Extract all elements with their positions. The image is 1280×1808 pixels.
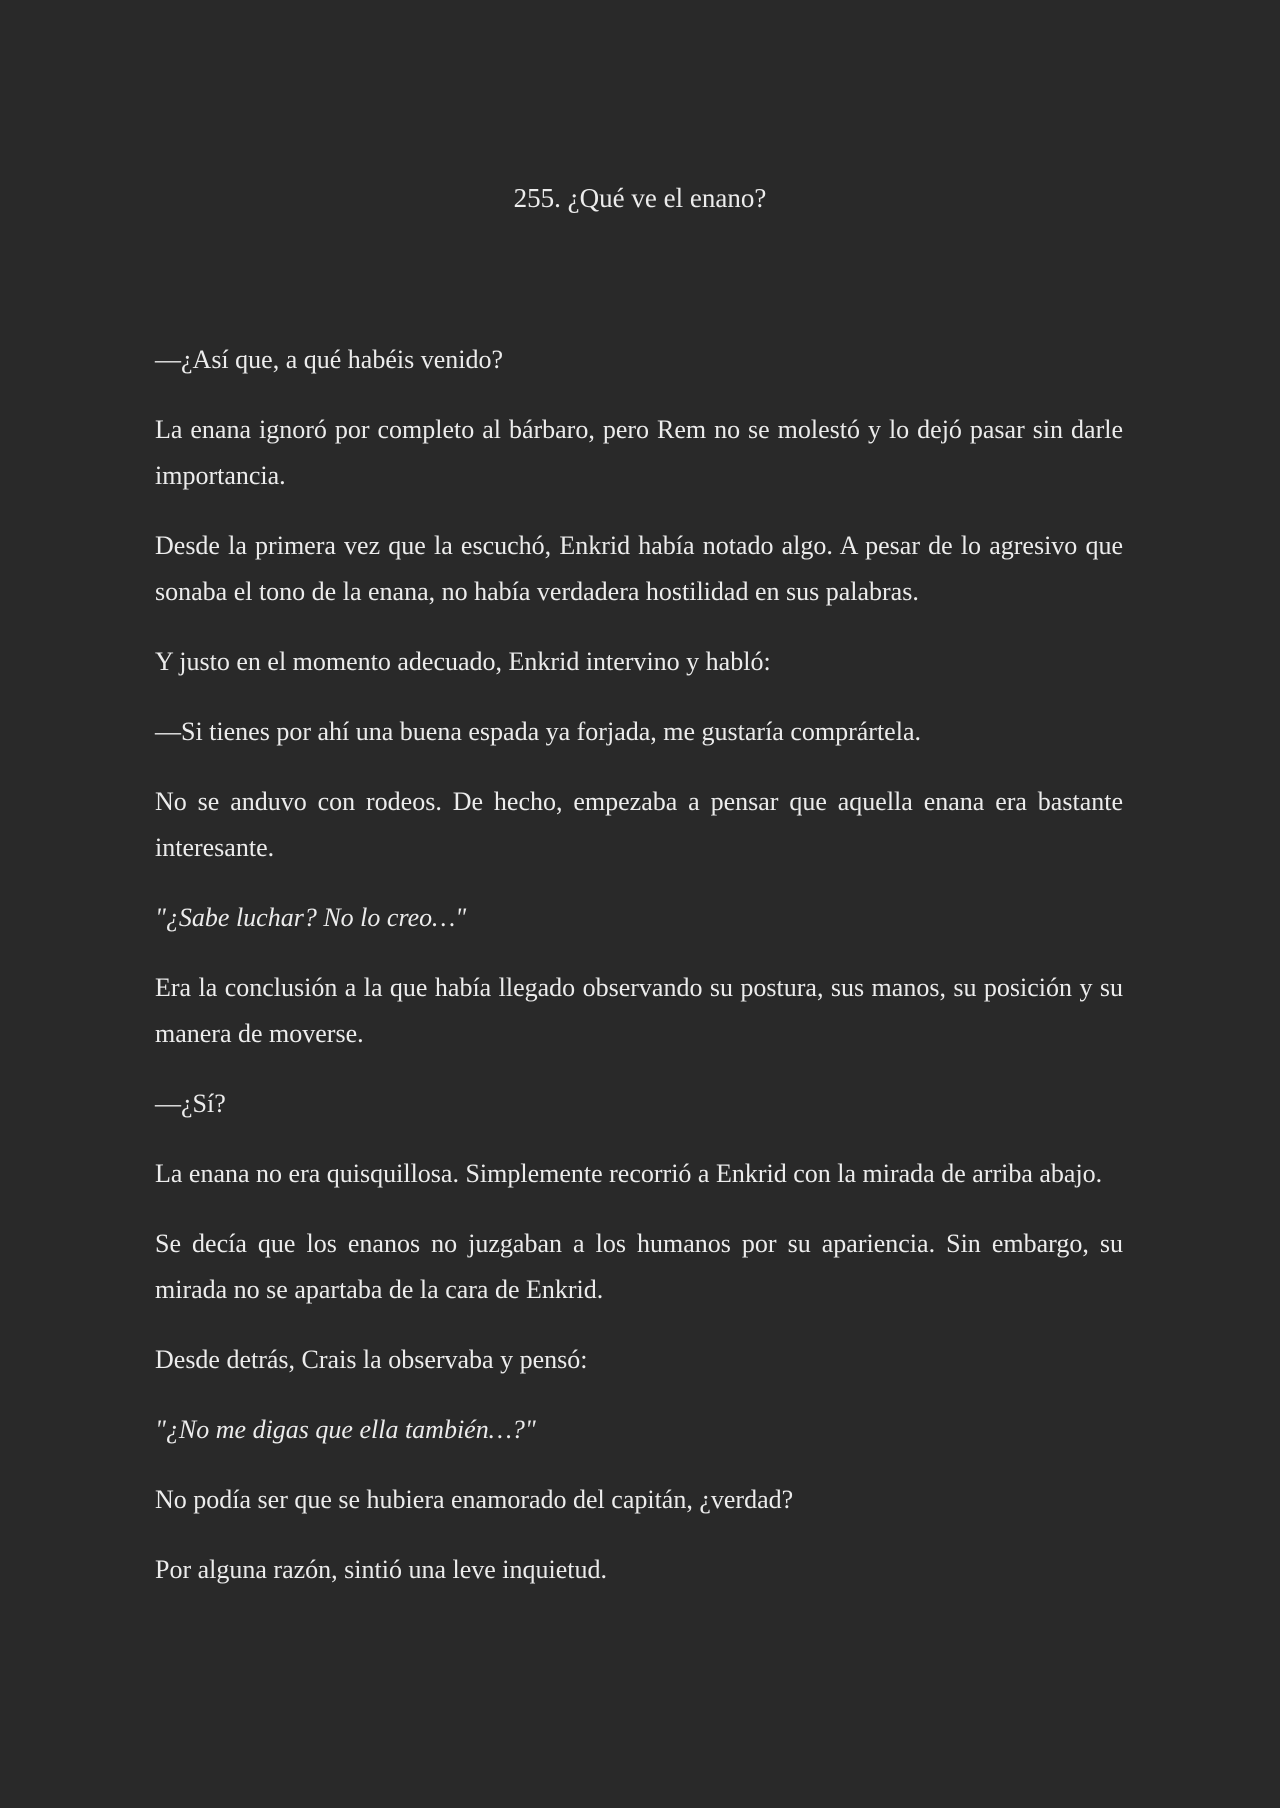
paragraph: —¿Así que, a qué habéis venido? (155, 345, 504, 374)
paragraph: La enana ignoró por completo al bárbaro, pero Rem no se molestó y lo dejó pasar sin darle importancia. (155, 415, 1123, 490)
paragraph: No se anduvo con rodeos. De hecho, empezaba a pensar que aquella enana era bastante interesante. (155, 787, 1123, 862)
chapter-body (155, 337, 1123, 1617)
paragraph: —¿Sí? (155, 1089, 226, 1118)
thought-paragraph: "¿No me digas que ella también…?" (155, 1415, 536, 1444)
paragraph: Desde la primera vez que la escuchó, Enkrid había notado algo. A pesar de lo agresivo que sonaba el tono de la enana, no había verdadera hostilidad en sus palabras. (155, 531, 1123, 606)
chapter-title: 255. ¿Qué ve el enano? (513, 183, 767, 213)
thought-paragraph: "¿Sabe luchar? No lo creo…" (155, 903, 467, 932)
paragraph: Se decía que los enanos no juzgaban a los humanos por su apariencia. Sin embargo, su mirada no se apartaba de la cara de Enkrid. (155, 1229, 1123, 1304)
paragraph: No podía ser que se hubiera enamorado del capitán, ¿verdad? (155, 1485, 794, 1514)
paragraph: Y justo en el momento adecuado, Enkrid intervino y habló: (155, 647, 771, 676)
paragraph: —Si tienes por ahí una buena espada ya forjada, me gustaría comprártela. (155, 717, 921, 746)
paragraph: Por alguna razón, sintió una leve inquietud. (155, 1555, 608, 1584)
paragraph: Era la conclusión a la que había llegado observando su postura, sus manos, su posición y su manera de moverse. (155, 973, 1123, 1048)
paragraph: La enana no era quisquillosa. Simplemente recorrió a Enkrid con la mirada de arriba abajo. (155, 1159, 1103, 1188)
paragraph: Desde detrás, Crais la observaba y pensó: (155, 1345, 588, 1374)
